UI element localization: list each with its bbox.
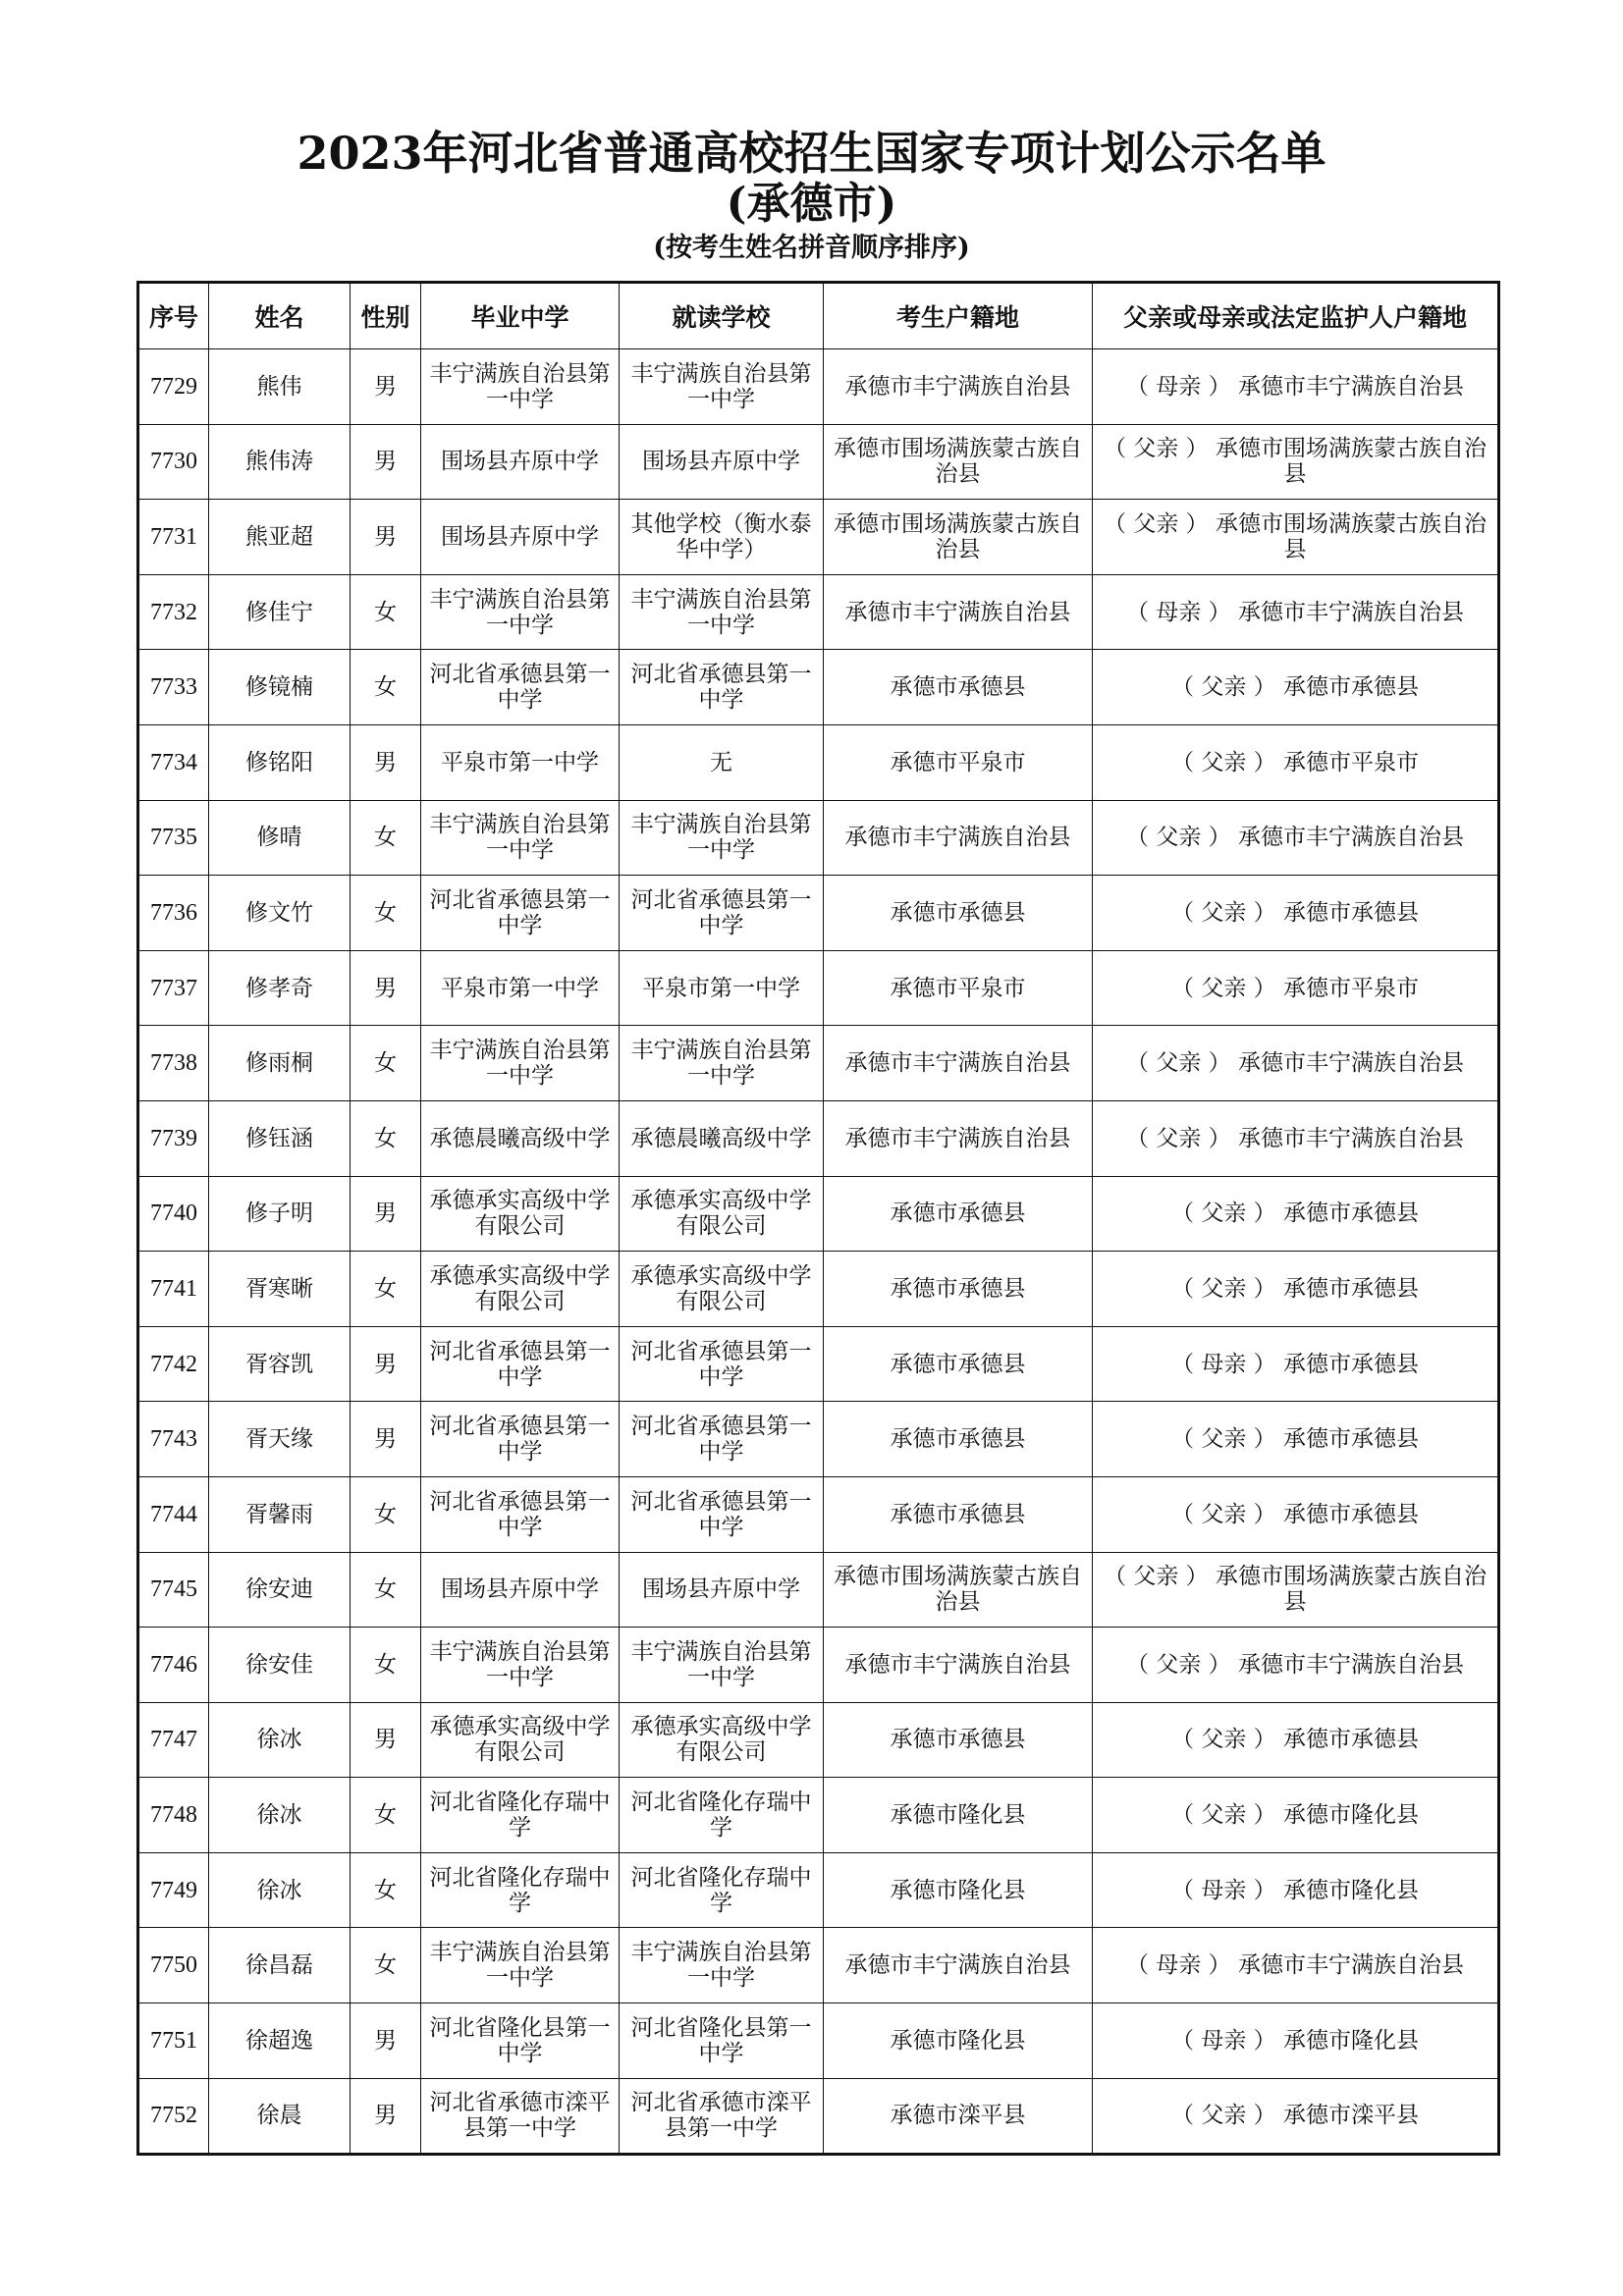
cell-seq: 7735 bbox=[138, 800, 209, 876]
cell-name: 胥容凯 bbox=[209, 1326, 351, 1402]
cell-household: 承德市丰宁满族自治县 bbox=[824, 1928, 1093, 2003]
cell-current-school: 丰宁满族自治县第一中学 bbox=[620, 800, 824, 876]
guardian-relation: 母亲 bbox=[1201, 1877, 1247, 1903]
guardian-household-value: 承德市丰宁满族自治县 bbox=[1237, 1050, 1464, 1077]
guardian-household-value: 承德市承德县 bbox=[1282, 1727, 1419, 1753]
cell-name: 徐超逸 bbox=[209, 2003, 351, 2079]
guardian-relation: 母亲 bbox=[1156, 599, 1202, 625]
cell-seq: 7746 bbox=[138, 1628, 209, 1703]
cell-seq: 7741 bbox=[138, 1252, 209, 1327]
cell-grad-school: 河北省隆化存瑞中学 bbox=[421, 1852, 620, 1928]
table-row bbox=[138, 1552, 1499, 1628]
cell-name: 熊伟涛 bbox=[209, 424, 351, 500]
table-row bbox=[138, 574, 1499, 650]
cell-grad-school: 承德晨曦高级中学 bbox=[421, 1100, 620, 1176]
cell-gender: 男 bbox=[351, 349, 421, 425]
guardian-household-value: 承德市围场满族蒙古族自治县 bbox=[1215, 436, 1487, 488]
cell-gender: 女 bbox=[351, 1026, 421, 1101]
guardian-household-value: 承德市承德县 bbox=[1282, 1201, 1419, 1227]
col-header-current-school: 就读学校 bbox=[620, 283, 824, 349]
cell-current-school: 围场县卉原中学 bbox=[620, 424, 824, 500]
cell-seq: 7731 bbox=[138, 500, 209, 575]
cell-household: 承德市承德县 bbox=[824, 1476, 1093, 1552]
table-row bbox=[138, 800, 1499, 876]
cell-name: 徐冰 bbox=[209, 1852, 351, 1928]
table-row bbox=[138, 1778, 1499, 1853]
cell-household: 承德市围场满族蒙古族自治县 bbox=[824, 500, 1093, 575]
cell-seq: 7747 bbox=[138, 1702, 209, 1778]
cell-name: 胥馨雨 bbox=[209, 1476, 351, 1552]
cell-gender: 男 bbox=[351, 2078, 421, 2155]
cell-household: 承德市丰宁满族自治县 bbox=[824, 800, 1093, 876]
cell-current-school: 其他学校（衡水泰华中学） bbox=[620, 500, 824, 575]
guardian-household-value: 承德市隆化县 bbox=[1282, 2027, 1419, 2054]
guardian-relation: 父亲 bbox=[1156, 825, 1202, 851]
cell-seq: 7749 bbox=[138, 1852, 209, 1928]
table-row bbox=[138, 1100, 1499, 1176]
col-header-guardian-household: 父亲或母亲或法定监护人户籍地 bbox=[1093, 283, 1499, 349]
guardian-household-value: 承德市围场满族蒙古族自治县 bbox=[1215, 510, 1487, 562]
cell-seq: 7733 bbox=[138, 650, 209, 725]
guardian-relation: 父亲 bbox=[1201, 674, 1247, 701]
cell-guardian-household: （ 父亲 ） 承德市围场满族蒙古族自治县 bbox=[1093, 424, 1499, 500]
cell-grad-school: 平泉市第一中学 bbox=[421, 950, 620, 1026]
cell-name: 修晴 bbox=[209, 800, 351, 876]
cell-current-school: 承德承实高级中学有限公司 bbox=[620, 1176, 824, 1252]
cell-household: 承德市隆化县 bbox=[824, 2003, 1093, 2079]
cell-gender: 女 bbox=[351, 1928, 421, 2003]
cell-gender: 女 bbox=[351, 1476, 421, 1552]
cell-gender: 女 bbox=[351, 1252, 421, 1327]
table-row bbox=[138, 1402, 1499, 1477]
table-row bbox=[138, 1702, 1499, 1778]
cell-grad-school: 河北省承德县第一中学 bbox=[421, 1326, 620, 1402]
cell-current-school: 平泉市第一中学 bbox=[620, 950, 824, 1026]
guardian-relation: 父亲 bbox=[1133, 510, 1179, 537]
guardian-household-value: 承德市承德县 bbox=[1282, 674, 1419, 701]
cell-grad-school: 丰宁满族自治县第一中学 bbox=[421, 349, 620, 425]
table-row bbox=[138, 1252, 1499, 1327]
cell-gender: 女 bbox=[351, 1628, 421, 1703]
guardian-household-value: 承德市丰宁满族自治县 bbox=[1237, 1952, 1464, 1979]
guardian-relation: 父亲 bbox=[1133, 1564, 1179, 1590]
cell-household: 承德市滦平县 bbox=[824, 2078, 1093, 2155]
cell-guardian-household: （ 父亲 ） 承德市承德县 bbox=[1093, 1402, 1499, 1477]
cell-guardian-household: （ 父亲 ） 承德市滦平县 bbox=[1093, 2078, 1499, 2155]
table-row bbox=[138, 1928, 1499, 2003]
guardian-relation: 父亲 bbox=[1156, 1125, 1202, 1151]
cell-guardian-household: （ 父亲 ） 承德市丰宁满族自治县 bbox=[1093, 1628, 1499, 1703]
cell-seq: 7751 bbox=[138, 2003, 209, 2079]
cell-grad-school: 河北省承德市滦平县第一中学 bbox=[421, 2078, 620, 2155]
table-row bbox=[138, 724, 1499, 800]
guardian-relation: 父亲 bbox=[1201, 975, 1247, 1001]
cell-guardian-household: （ 父亲 ） 承德市丰宁满族自治县 bbox=[1093, 1026, 1499, 1101]
guardian-household-value: 承德市平泉市 bbox=[1282, 975, 1419, 1001]
cell-guardian-household: （ 父亲 ） 承德市承德县 bbox=[1093, 1476, 1499, 1552]
cell-guardian-household: （ 父亲 ） 承德市承德县 bbox=[1093, 1176, 1499, 1252]
cell-household: 承德市丰宁满族自治县 bbox=[824, 1100, 1093, 1176]
guardian-relation: 母亲 bbox=[1156, 1952, 1202, 1979]
cell-seq: 7748 bbox=[138, 1778, 209, 1853]
guardian-relation: 母亲 bbox=[1201, 1351, 1247, 1377]
table-row bbox=[138, 1476, 1499, 1552]
cell-guardian-household: （ 母亲 ） 承德市隆化县 bbox=[1093, 1852, 1499, 1928]
cell-name: 徐安迪 bbox=[209, 1552, 351, 1628]
guardian-household-value: 承德市围场满族蒙古族自治县 bbox=[1215, 1564, 1487, 1616]
guardian-relation: 父亲 bbox=[1201, 1727, 1247, 1753]
cell-grad-school: 丰宁满族自治县第一中学 bbox=[421, 1628, 620, 1703]
cell-guardian-household: （ 父亲 ） 承德市承德县 bbox=[1093, 1702, 1499, 1778]
cell-gender: 男 bbox=[351, 950, 421, 1026]
guardian-household-value: 承德市隆化县 bbox=[1282, 1802, 1419, 1829]
cell-current-school: 河北省隆化县第一中学 bbox=[620, 2003, 824, 2079]
table-row bbox=[138, 2078, 1499, 2155]
table-row bbox=[138, 650, 1499, 725]
cell-gender: 男 bbox=[351, 1326, 421, 1402]
guardian-household-value: 承德市承德县 bbox=[1282, 1501, 1419, 1527]
cell-name: 修文竹 bbox=[209, 876, 351, 951]
cell-grad-school: 平泉市第一中学 bbox=[421, 724, 620, 800]
cell-gender: 男 bbox=[351, 1702, 421, 1778]
cell-name: 修钰涵 bbox=[209, 1100, 351, 1176]
cell-name: 修孝奇 bbox=[209, 950, 351, 1026]
guardian-household-value: 承德市隆化县 bbox=[1282, 1877, 1419, 1903]
guardian-relation: 父亲 bbox=[1133, 436, 1179, 462]
col-header-seq: 序号 bbox=[138, 283, 209, 349]
guardian-relation: 父亲 bbox=[1201, 1201, 1247, 1227]
cell-grad-school: 围场县卉原中学 bbox=[421, 424, 620, 500]
cell-gender: 男 bbox=[351, 500, 421, 575]
cell-seq: 7732 bbox=[138, 574, 209, 650]
cell-household: 承德市平泉市 bbox=[824, 950, 1093, 1026]
guardian-relation: 父亲 bbox=[1201, 899, 1247, 926]
cell-guardian-household: （ 父亲 ） 承德市围场满族蒙古族自治县 bbox=[1093, 500, 1499, 575]
cell-seq: 7737 bbox=[138, 950, 209, 1026]
cell-gender: 男 bbox=[351, 424, 421, 500]
cell-guardian-household: （ 母亲 ） 承德市隆化县 bbox=[1093, 2003, 1499, 2079]
table-row bbox=[138, 1628, 1499, 1703]
cell-household: 承德市围场满族蒙古族自治县 bbox=[824, 1552, 1093, 1628]
cell-grad-school: 丰宁满族自治县第一中学 bbox=[421, 800, 620, 876]
cell-current-school: 承德晨曦高级中学 bbox=[620, 1100, 824, 1176]
cell-guardian-household: （ 母亲 ） 承德市承德县 bbox=[1093, 1326, 1499, 1402]
cell-household: 承德市丰宁满族自治县 bbox=[824, 1026, 1093, 1101]
table-row bbox=[138, 2003, 1499, 2079]
cell-guardian-household: （ 父亲 ） 承德市平泉市 bbox=[1093, 950, 1499, 1026]
page-title: 2023年河北省普通高校招生国家专项计划公示名单 bbox=[297, 127, 1326, 180]
cell-name: 徐安佳 bbox=[209, 1628, 351, 1703]
guardian-relation: 父亲 bbox=[1156, 1050, 1202, 1077]
cell-household: 承德市承德县 bbox=[824, 1402, 1093, 1477]
cell-gender: 男 bbox=[351, 1176, 421, 1252]
cell-guardian-household: （ 父亲 ） 承德市平泉市 bbox=[1093, 724, 1499, 800]
cell-guardian-household: （ 母亲 ） 承德市丰宁满族自治县 bbox=[1093, 1928, 1499, 2003]
col-header-household: 考生户籍地 bbox=[824, 283, 1093, 349]
cell-household: 承德市承德县 bbox=[824, 1252, 1093, 1327]
guardian-household-value: 承德市丰宁满族自治县 bbox=[1237, 1651, 1464, 1678]
cell-gender: 男 bbox=[351, 2003, 421, 2079]
guardian-relation: 父亲 bbox=[1201, 749, 1247, 775]
table-row bbox=[138, 1026, 1499, 1101]
cell-household: 承德市承德县 bbox=[824, 1176, 1093, 1252]
cell-gender: 女 bbox=[351, 1778, 421, 1853]
table-row bbox=[138, 424, 1499, 500]
cell-gender: 男 bbox=[351, 1402, 421, 1477]
cell-current-school: 河北省承德县第一中学 bbox=[620, 650, 824, 725]
cell-name: 修雨桐 bbox=[209, 1026, 351, 1101]
cell-gender: 女 bbox=[351, 1852, 421, 1928]
table-row bbox=[138, 1176, 1499, 1252]
cell-seq: 7744 bbox=[138, 1476, 209, 1552]
cell-household: 承德市承德县 bbox=[824, 650, 1093, 725]
cell-seq: 7739 bbox=[138, 1100, 209, 1176]
cell-grad-school: 承德承实高级中学有限公司 bbox=[421, 1702, 620, 1778]
table-row bbox=[138, 950, 1499, 1026]
cell-household: 承德市平泉市 bbox=[824, 724, 1093, 800]
page-subtitle: (承德市) bbox=[726, 179, 897, 229]
cell-name: 徐冰 bbox=[209, 1702, 351, 1778]
cell-name: 徐昌磊 bbox=[209, 1928, 351, 2003]
cell-guardian-household: （ 父亲 ） 承德市承德县 bbox=[1093, 1252, 1499, 1327]
cell-grad-school: 河北省承德县第一中学 bbox=[421, 1402, 620, 1477]
cell-gender: 女 bbox=[351, 1552, 421, 1628]
cell-gender: 女 bbox=[351, 1100, 421, 1176]
cell-name: 徐晨 bbox=[209, 2078, 351, 2155]
cell-current-school: 丰宁满族自治县第一中学 bbox=[620, 349, 824, 425]
guardian-household-value: 承德市承德县 bbox=[1282, 1426, 1419, 1453]
cell-grad-school: 丰宁满族自治县第一中学 bbox=[421, 1026, 620, 1101]
cell-current-school: 无 bbox=[620, 724, 824, 800]
cell-household: 承德市承德县 bbox=[824, 1702, 1093, 1778]
guardian-relation: 父亲 bbox=[1201, 1501, 1247, 1527]
cell-name: 修镜楠 bbox=[209, 650, 351, 725]
cell-household: 承德市承德县 bbox=[824, 1326, 1093, 1402]
cell-current-school: 河北省承德县第一中学 bbox=[620, 876, 824, 951]
table-header-row bbox=[138, 283, 1499, 349]
guardian-household-value: 承德市滦平县 bbox=[1282, 2103, 1419, 2129]
cell-gender: 女 bbox=[351, 800, 421, 876]
guardian-household-value: 承德市丰宁满族自治县 bbox=[1237, 825, 1464, 851]
cell-guardian-household: （ 父亲 ） 承德市承德县 bbox=[1093, 650, 1499, 725]
cell-guardian-household: （ 父亲 ） 承德市围场满族蒙古族自治县 bbox=[1093, 1552, 1499, 1628]
guardian-relation: 母亲 bbox=[1156, 373, 1202, 400]
guardian-relation: 父亲 bbox=[1201, 1426, 1247, 1453]
cell-household: 承德市丰宁满族自治县 bbox=[824, 349, 1093, 425]
cell-gender: 男 bbox=[351, 724, 421, 800]
cell-guardian-household: （ 母亲 ） 承德市丰宁满族自治县 bbox=[1093, 349, 1499, 425]
cell-current-school: 围场县卉原中学 bbox=[620, 1552, 824, 1628]
cell-gender: 女 bbox=[351, 876, 421, 951]
cell-seq: 7740 bbox=[138, 1176, 209, 1252]
table-row bbox=[138, 1852, 1499, 1928]
cell-current-school: 河北省承德市滦平县第一中学 bbox=[620, 2078, 824, 2155]
roster-table bbox=[136, 281, 1500, 2156]
cell-grad-school: 丰宁满族自治县第一中学 bbox=[421, 1928, 620, 2003]
cell-current-school: 丰宁满族自治县第一中学 bbox=[620, 1928, 824, 2003]
cell-current-school: 丰宁满族自治县第一中学 bbox=[620, 1026, 824, 1101]
cell-guardian-household: （ 父亲 ） 承德市丰宁满族自治县 bbox=[1093, 1100, 1499, 1176]
guardian-household-value: 承德市丰宁满族自治县 bbox=[1237, 373, 1464, 400]
table-row bbox=[138, 876, 1499, 951]
guardian-household-value: 承德市承德县 bbox=[1282, 1275, 1419, 1302]
guardian-household-value: 承德市承德县 bbox=[1282, 899, 1419, 926]
guardian-household-value: 承德市丰宁满族自治县 bbox=[1237, 1125, 1464, 1151]
cell-guardian-household: （ 父亲 ） 承德市隆化县 bbox=[1093, 1778, 1499, 1853]
cell-guardian-household: （ 父亲 ） 承德市承德县 bbox=[1093, 876, 1499, 951]
guardian-relation: 父亲 bbox=[1201, 1802, 1247, 1829]
cell-grad-school: 河北省隆化存瑞中学 bbox=[421, 1778, 620, 1853]
cell-grad-school: 承德承实高级中学有限公司 bbox=[421, 1252, 620, 1327]
guardian-household-value: 承德市承德县 bbox=[1282, 1351, 1419, 1377]
table-body bbox=[138, 349, 1499, 2155]
guardian-household-value: 承德市平泉市 bbox=[1282, 749, 1419, 775]
cell-seq: 7734 bbox=[138, 724, 209, 800]
cell-household: 承德市围场满族蒙古族自治县 bbox=[824, 424, 1093, 500]
guardian-relation: 父亲 bbox=[1156, 1651, 1202, 1678]
cell-gender: 女 bbox=[351, 574, 421, 650]
cell-current-school: 丰宁满族自治县第一中学 bbox=[620, 1628, 824, 1703]
cell-name: 熊亚超 bbox=[209, 500, 351, 575]
cell-name: 修佳宁 bbox=[209, 574, 351, 650]
cell-name: 胥天缘 bbox=[209, 1402, 351, 1477]
cell-household: 承德市隆化县 bbox=[824, 1778, 1093, 1853]
cell-household: 承德市丰宁满族自治县 bbox=[824, 574, 1093, 650]
cell-current-school: 河北省承德县第一中学 bbox=[620, 1326, 824, 1402]
guardian-relation: 母亲 bbox=[1201, 2027, 1247, 2054]
col-header-grad-school: 毕业中学 bbox=[421, 283, 620, 349]
cell-grad-school: 河北省承德县第一中学 bbox=[421, 650, 620, 725]
col-header-gender: 性别 bbox=[351, 283, 421, 349]
cell-seq: 7738 bbox=[138, 1026, 209, 1101]
cell-name: 熊伟 bbox=[209, 349, 351, 425]
cell-seq: 7742 bbox=[138, 1326, 209, 1402]
cell-name: 修子明 bbox=[209, 1176, 351, 1252]
table-row bbox=[138, 349, 1499, 425]
cell-current-school: 河北省承德县第一中学 bbox=[620, 1476, 824, 1552]
cell-gender: 女 bbox=[351, 650, 421, 725]
cell-current-school: 丰宁满族自治县第一中学 bbox=[620, 574, 824, 650]
cell-current-school: 河北省承德县第一中学 bbox=[620, 1402, 824, 1477]
cell-name: 徐冰 bbox=[209, 1778, 351, 1853]
cell-seq: 7736 bbox=[138, 876, 209, 951]
cell-seq: 7745 bbox=[138, 1552, 209, 1628]
cell-grad-school: 围场县卉原中学 bbox=[421, 1552, 620, 1628]
cell-seq: 7743 bbox=[138, 1402, 209, 1477]
cell-grad-school: 河北省隆化县第一中学 bbox=[421, 2003, 620, 2079]
cell-household: 承德市承德县 bbox=[824, 876, 1093, 951]
cell-household: 承德市隆化县 bbox=[824, 1852, 1093, 1928]
cell-seq: 7750 bbox=[138, 1928, 209, 2003]
cell-current-school: 承德承实高级中学有限公司 bbox=[620, 1702, 824, 1778]
cell-grad-school: 围场县卉原中学 bbox=[421, 500, 620, 575]
cell-grad-school: 承德承实高级中学有限公司 bbox=[421, 1176, 620, 1252]
cell-household: 承德市丰宁满族自治县 bbox=[824, 1628, 1093, 1703]
cell-grad-school: 丰宁满族自治县第一中学 bbox=[421, 574, 620, 650]
cell-name: 修铭阳 bbox=[209, 724, 351, 800]
cell-guardian-household: （ 母亲 ） 承德市丰宁满族自治县 bbox=[1093, 574, 1499, 650]
guardian-relation: 父亲 bbox=[1201, 2103, 1247, 2129]
guardian-relation: 父亲 bbox=[1201, 1275, 1247, 1302]
cell-guardian-household: （ 父亲 ） 承德市丰宁满族自治县 bbox=[1093, 800, 1499, 876]
table-row bbox=[138, 1326, 1499, 1402]
cell-seq: 7752 bbox=[138, 2078, 209, 2155]
col-header-name: 姓名 bbox=[209, 283, 351, 349]
cell-current-school: 河北省隆化存瑞中学 bbox=[620, 1852, 824, 1928]
cell-current-school: 承德承实高级中学有限公司 bbox=[620, 1252, 824, 1327]
cell-seq: 7729 bbox=[138, 349, 209, 425]
cell-grad-school: 河北省承德县第一中学 bbox=[421, 876, 620, 951]
table-row bbox=[138, 500, 1499, 575]
cell-current-school: 河北省隆化存瑞中学 bbox=[620, 1778, 824, 1853]
sort-note: (按考生姓名拼音顺序排序) bbox=[653, 233, 970, 263]
cell-grad-school: 河北省承德县第一中学 bbox=[421, 1476, 620, 1552]
cell-name: 胥寒晰 bbox=[209, 1252, 351, 1327]
cell-seq: 7730 bbox=[138, 424, 209, 500]
guardian-household-value: 承德市丰宁满族自治县 bbox=[1237, 599, 1464, 625]
